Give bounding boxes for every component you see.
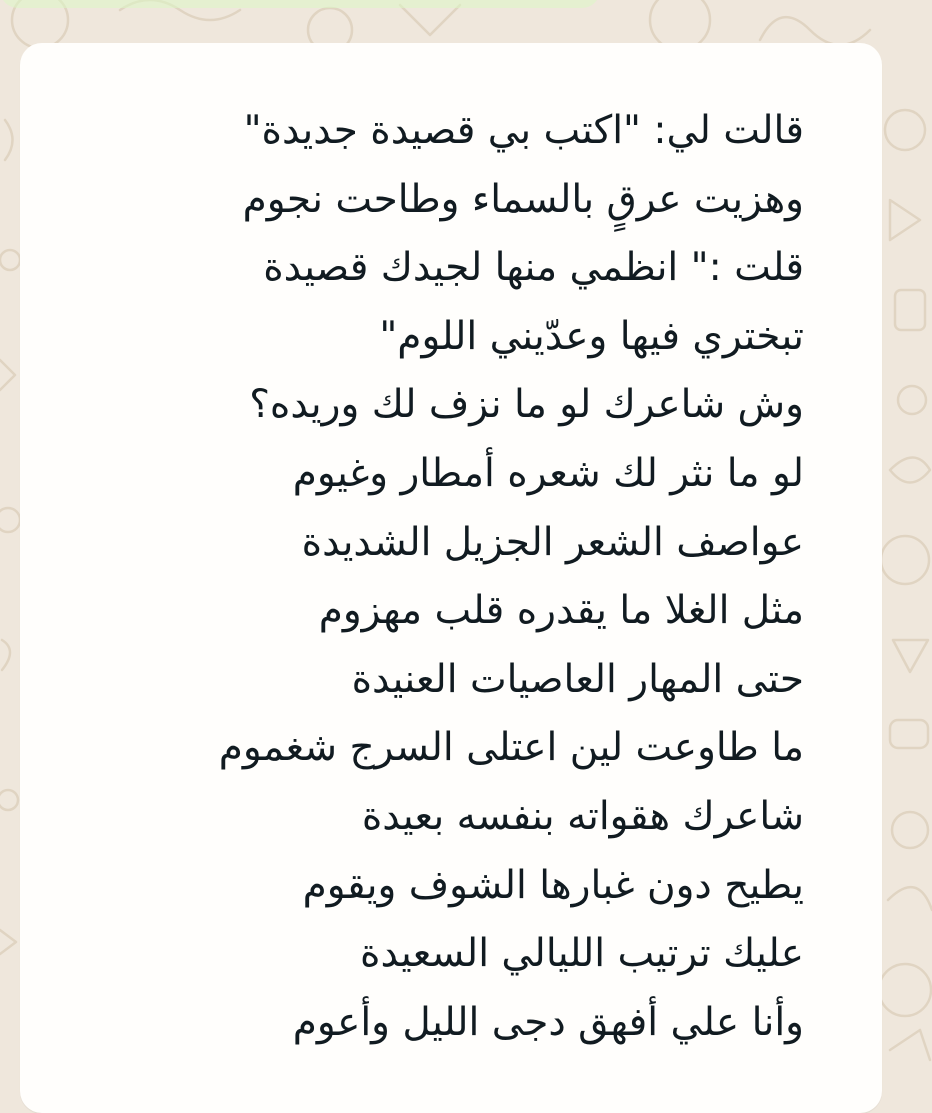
message-line: وش شاعرك لو ما نزف لك وريده؟ (249, 382, 804, 428)
message-line: حتى المهار العاصيات العنيدة (351, 656, 804, 702)
message-line: مثل الغلا ما يقدره قلب مهزوم (318, 588, 804, 634)
message-line: تبختري فيها وعدّيني اللوم" (379, 313, 804, 359)
message-line: وأنا علي أفهق دجى الليل وأعوم (292, 999, 804, 1045)
message-line: عليك ترتيب الليالي السعيدة (360, 931, 804, 977)
previous-message-bubble-edge (0, 0, 600, 8)
message-text (219, 97, 804, 1057)
message-line: لو ما نثر لك شعره أمطار وغيوم (292, 450, 804, 496)
message-line: قالت لي: "اكتب بي قصيدة جديدة" (243, 108, 804, 153)
message-line: يطيح دون غبارها الشوف ويقوم (302, 862, 804, 908)
message-line: قلت :" انظمي منها لجيدك قصيدة (263, 245, 804, 291)
message-bubble[interactable] (20, 43, 882, 1113)
message-line: عواصف الشعر الجزيل الشديدة (301, 519, 804, 565)
message-line: شاعرك هقواته بنفسه بعيدة (361, 793, 804, 839)
message-line: وهزيت عرقٍ بالسماء وطاحت نجوم (242, 176, 804, 222)
message-line: ما طاوعت لين اعتلى السرج شغموم (218, 725, 804, 771)
